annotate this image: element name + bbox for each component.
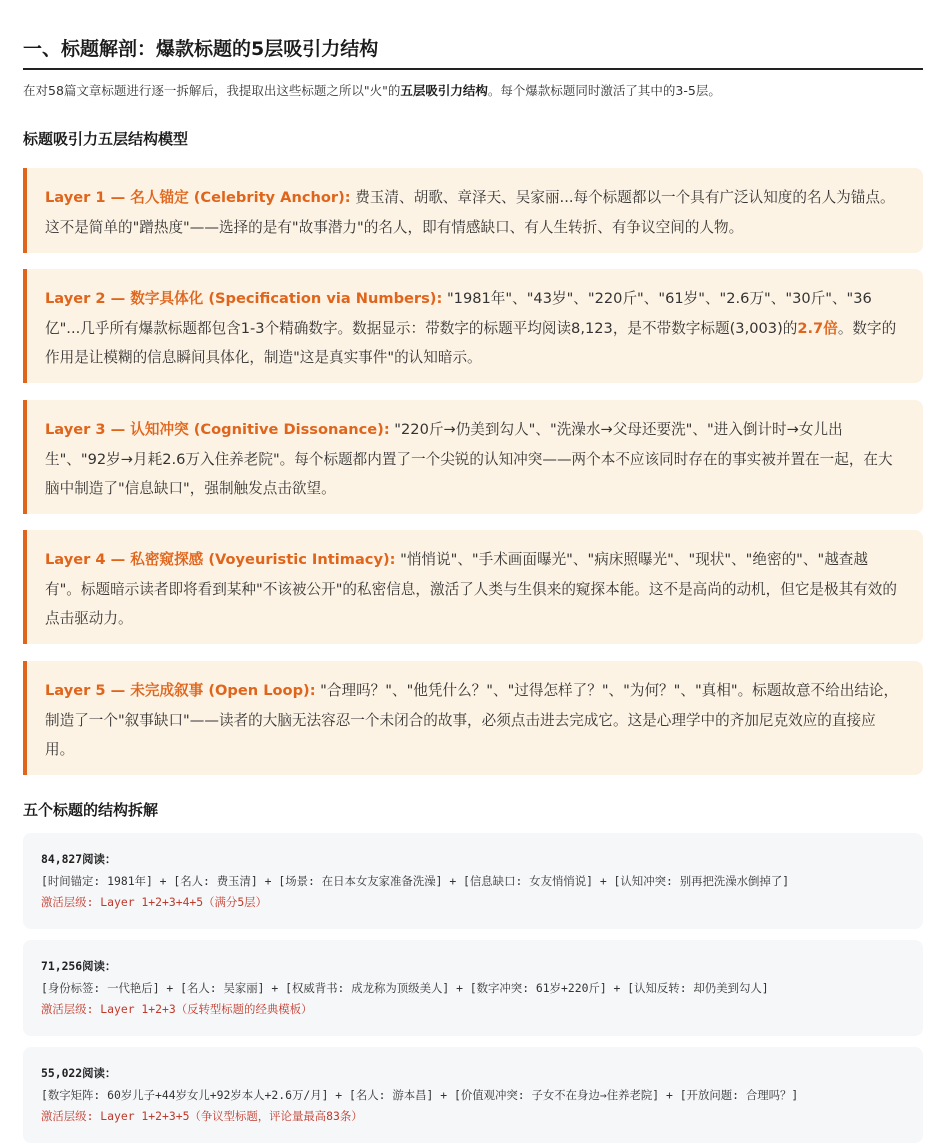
- layer-title: Layer 1 — 名人锚定 (Celebrity Anchor):: [45, 189, 351, 206]
- layer-title: Layer 2 — 数字具体化 (Specification via Numbers):: [45, 290, 443, 307]
- case-card-1: [23, 833, 923, 929]
- layer-card-5: [23, 661, 923, 775]
- intro-emphasis: 五层吸引力结构: [400, 83, 488, 98]
- layer-card-1: [23, 168, 923, 253]
- layer-body: "悄悄说"、"手术画面曝光"、"病床照曝光"、"现状"、"绝密的"、"越查越有"。标题暗示读者即将看到某种"不该被公开"的私密信息，激活了人类与生俱来的窥探本能。这不是高尚的动机，但它是极其有效的点击驱动力。: [45, 551, 897, 627]
- intro-text-end: 。每个爆款标题同时激活了其中的3-5层。: [487, 83, 721, 98]
- case-structure: [时间锚定: 1981年] + [名人: 费玉清] + [场景: 在日本女友家准备洗澡] + [信息缺口: 女友悄悄说] + [认知冲突: 别再把洗澡水倒掉了]: [41, 873, 790, 888]
- section-title: 一、标题解剖：爆款标题的5层吸引力结构: [23, 38, 379, 60]
- case-reads: 71,256阅读：: [41, 959, 117, 973]
- case-reads: 55,022阅读：: [41, 1066, 117, 1080]
- layer-title: Layer 3 — 认知冲突 (Cognitive Dissonance):: [45, 421, 390, 438]
- title-divider: [23, 68, 923, 70]
- case-reads: 84,827阅读：: [41, 852, 117, 866]
- case-activation: 激活层级: Layer 1+2+3+5（争议型标题，评论量最高83条）: [41, 1109, 363, 1123]
- layer-body: 费玉清、胡歌、章泽天、吴家丽...每个标题都以一个具有广泛认知度的名人为锚点。这不是简单的"蹭热度"——选择的是有"故事潜力"的名人，即有情感缺口、有人生转折、有争议空间的人物。: [45, 189, 895, 236]
- layer-card-4: [23, 530, 923, 644]
- layer-title: Layer 4 — 私密窥探感 (Voyeuristic Intimacy):: [45, 551, 396, 568]
- layer-body-end: 。数字的作用是让模糊的信息瞬间具体化，制造"这是真实事件"的认知暗示。: [45, 319, 897, 366]
- breakdown-heading: 五个标题的结构拆解: [23, 801, 159, 819]
- intro-paragraph: [23, 81, 923, 99]
- model-heading: 标题吸引力五层结构模型: [23, 130, 189, 148]
- layer-body: "合理吗？"、"他凭什么？"、"过得怎样了？"、"为何？"、"真相"。标题故意不给出结论，制造了一个"叙事缺口"——读者的大脑无法容忍一个未闭合的故事，必须点击进去完成它。这是心理学中的齐加尼克效应的直接应用。: [45, 682, 899, 758]
- layer-highlight: 2.7倍: [797, 319, 838, 337]
- case-structure: [数字矩阵: 60岁儿子+44岁女儿+92岁本人+2.6万/月] + [名人: 游本昌] + [价值观冲突: 子女不在身边→住养老院] + [开放问题: 合理吗？]: [41, 1087, 799, 1102]
- case-card-3: [23, 1047, 923, 1143]
- case-card-2: [23, 940, 923, 1036]
- intro-text: 在对58篇文章标题进行逐一拆解后，我提取出这些标题之所以"火"的: [23, 83, 401, 98]
- layer-card-3: [23, 400, 923, 514]
- layer-card-2: [23, 269, 923, 383]
- layer-body: "1981年"、"43岁"、"220斤"、"61岁"、"2.6万"、"30斤"、"36亿"...几乎所有爆款标题都包含1-3个精确数字。数据显示：带数字的标题平均阅读8,123，是不带数字标题(3,003)的: [45, 290, 872, 337]
- case-activation: 激活层级: Layer 1+2+3+4+5（满分5层）: [41, 895, 267, 909]
- layer-title: Layer 5 — 未完成叙事 (Open Loop):: [45, 682, 316, 699]
- layer-body: "220斤→仍美到勾人"、"洗澡水→父母还要洗"、"进入倒计时→女儿出生"、"92岁→月耗2.6万入住养老院"。每个标题都内置了一个尖锐的认知冲突——两个本不应该同时存在的事实被并置在一起，在大脑中制造了"信息缺口"，强制触发点击欲望。: [45, 421, 893, 497]
- case-activation: 激活层级: Layer 1+2+3（反转型标题的经典模板）: [41, 1002, 313, 1016]
- case-structure: [身份标签: 一代艳后] + [名人: 吴家丽] + [权威背书: 成龙称为顶级美人] + [数字冲突: 61岁+220斤] + [认知反转: 却仍美到勾人]: [41, 980, 769, 995]
